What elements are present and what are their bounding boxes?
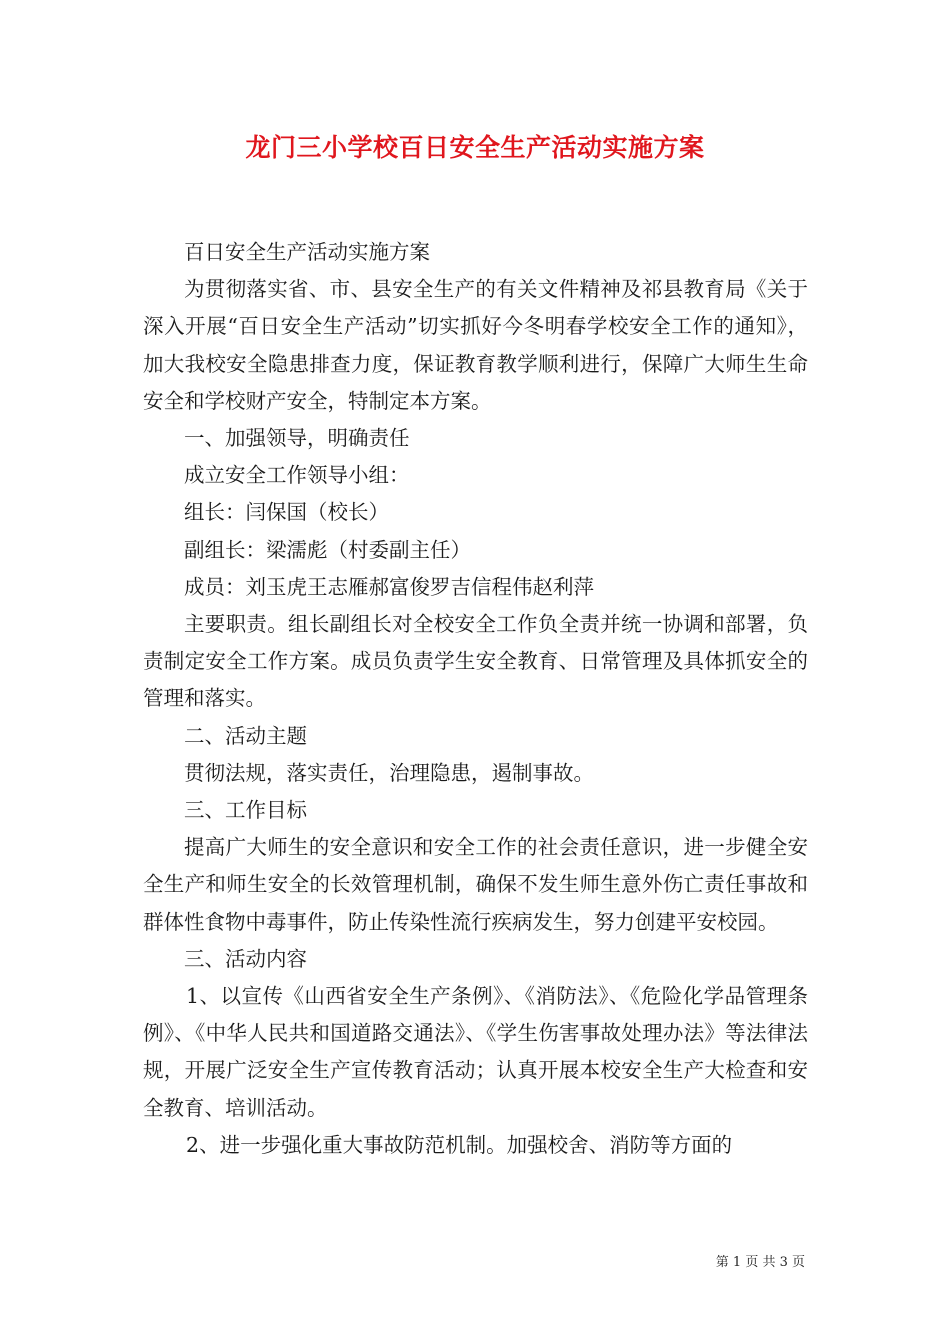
paragraph-members: 成员：刘玉虎王志雁郝富俊罗吉信程伟赵利萍 <box>184 574 594 599</box>
heading-section-3: 三、工作目标 <box>184 798 307 823</box>
heading-section-2: 二、活动主题 <box>184 723 307 748</box>
paragraph-content-2: 2、进一步强化重大事故防范机制。加强校舍、消防等方面的 <box>186 1132 733 1157</box>
heading-section-4: 三、活动内容 <box>184 946 307 971</box>
document-body <box>143 234 808 1164</box>
paragraph-intro: 为贯彻落实省、市、县安全生产的有关文件精神及祁县教育局《关于深入开展“百日安全生产活动”切实抓好今冬明春学校安全工作的通知》，加大我校安全隐患排查力度，保证教育教学顺利进行，保障广大师生生命安全和学校财产安全，特制定本方案。 <box>143 277 808 413</box>
paragraph-goals: 提高广大师生的安全意识和安全工作的社会责任意识，进一步健全安全生产和师生安全的长效管理机制，确保不发生师生意外伤亡责任事故和群体性食物中毒事件，防止传染性流行疾病发生，努力创建平安校园。 <box>143 835 808 934</box>
paragraph-theme: 贯彻法规，落实责任，治理隐患，遏制事故。 <box>184 760 594 785</box>
page-number: 第 1 页 共 3 页 <box>715 1255 805 1270</box>
paragraph-content-1: 1、以宣传《山西省安全生产条例》、《消防法》、《危险化学品管理条例》、《中华人民共和国道路交通法》、《学生伤害事故处理办法》等法律法规，开展广泛安全生产宣传教育活动；认真开展本校安全生产大检查和安全教育、培训活动。 <box>143 984 808 1120</box>
paragraph-leader: 组长：闫保国（校长） <box>184 500 389 525</box>
paragraph-duties: 主要职责。组长副组长对全校安全工作负全责并统一协调和部署，负责制定安全工作方案。成员负责学生安全教育、日常管理及具体抓安全的管理和落实。 <box>143 612 808 711</box>
paragraph-subtitle: 百日安全生产活动实施方案 <box>184 240 430 264</box>
heading-section-1: 一、加强领导，明确责任 <box>184 426 410 451</box>
paragraph-group-setup: 成立安全工作领导小组： <box>184 463 410 488</box>
paragraph-deputy-leader: 副组长：梁濡彪（村委副主任） <box>184 537 471 562</box>
document-title: 龙门三小学校百日安全生产活动实施方案 <box>245 133 705 162</box>
